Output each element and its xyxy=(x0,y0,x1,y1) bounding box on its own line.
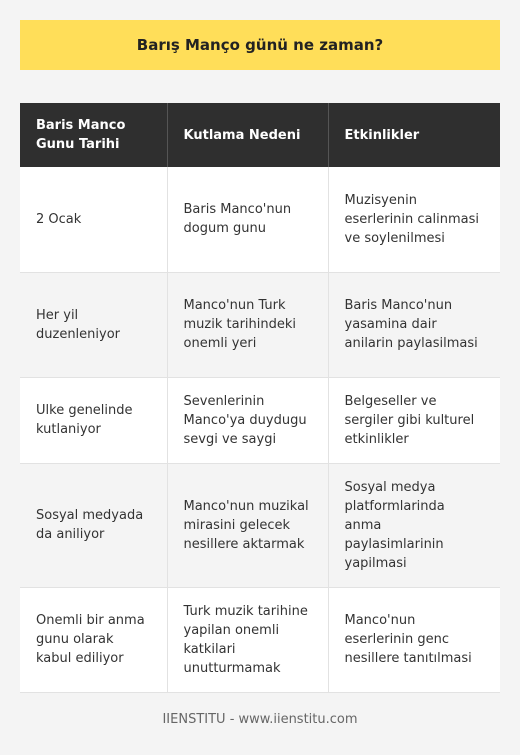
column-header: Etkinlikler xyxy=(328,103,500,167)
table-cell: Turk muzik tarihine yapilan onemli katkilari unutturmamak xyxy=(167,587,328,692)
table-row xyxy=(20,377,500,463)
table-cell: Onemli bir anma gunu olarak kabul ediliyor xyxy=(20,587,167,692)
table-cell: Baris Manco'nun dogum gunu xyxy=(167,167,328,272)
table-cell: Sosyal medya platformlarinda anma paylasimlarinin yapilmasi xyxy=(328,463,500,587)
page-title: Barış Manço günü ne zaman? xyxy=(136,36,384,54)
table-cell: Ulke genelinde kutlaniyor xyxy=(20,377,167,463)
data-table xyxy=(20,103,500,693)
table-header-row xyxy=(20,103,500,167)
table-cell: Sevenlerinin Manco'ya duydugu sevgi ve saygi xyxy=(167,377,328,463)
footer-credit: IIENSTITU - www.iienstitu.com xyxy=(162,712,358,727)
table-row xyxy=(20,463,500,587)
table-cell: Muzisyenin eserlerinin calinmasi ve soylenilmesi xyxy=(328,167,500,272)
column-header: Kutlama Nedeni xyxy=(167,103,328,167)
table-cell: Manco'nun Turk muzik tarihindeki onemli yeri xyxy=(167,272,328,377)
table-cell: 2 Ocak xyxy=(20,167,167,272)
table-row xyxy=(20,587,500,692)
table-cell: Manco'nun muzikal mirasini gelecek nesillere aktarmak xyxy=(167,463,328,587)
column-header: Baris Manco Gunu Tarihi xyxy=(20,103,167,167)
table-cell: Baris Manco'nun yasamina dair anilarin paylasilmasi xyxy=(328,272,500,377)
table-cell: Her yil duzenleniyor xyxy=(20,272,167,377)
table-cell: Sosyal medyada da aniliyor xyxy=(20,463,167,587)
title-banner xyxy=(20,20,500,70)
table-row xyxy=(20,272,500,377)
table-cell: Manco'nun eserlerinin genc nesillere tanıtılmasi xyxy=(328,587,500,692)
table-row xyxy=(20,167,500,272)
table-cell: Belgeseller ve sergiler gibi kulturel etkinlikler xyxy=(328,377,500,463)
